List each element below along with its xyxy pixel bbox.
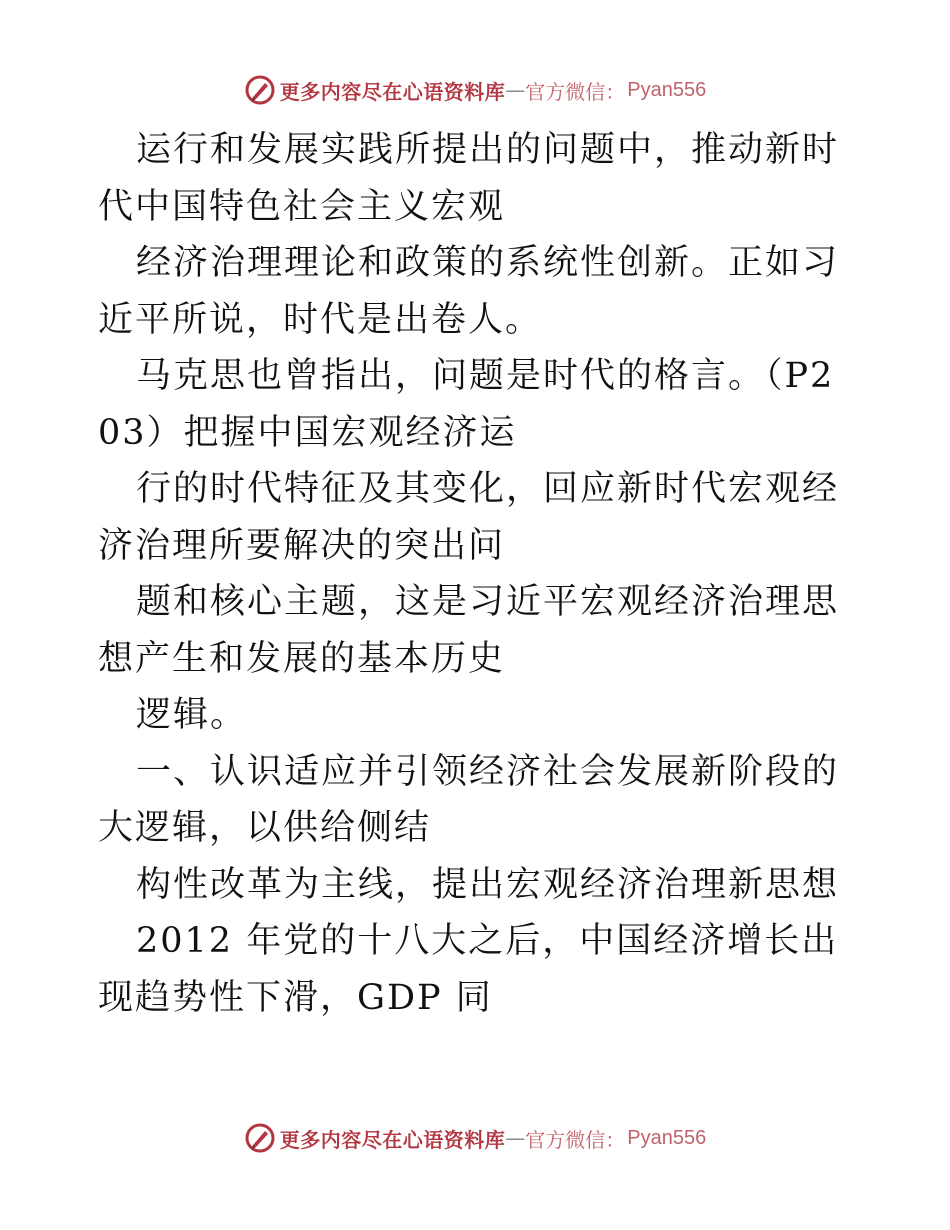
paragraph-2: 经济治理理论和政策的系统性创新。正如习近平所说，时代是出卷人。 bbox=[98, 243, 840, 340]
banner-dash: — bbox=[505, 1126, 526, 1150]
paragraph-1: 运行和发展实践所提出的问题中，推动新时代中国特色社会主义宏观 bbox=[98, 130, 840, 227]
paragraph-5: 题和核心主题，这是习近平宏观经济治理思想产生和发展的基本历史 bbox=[98, 582, 840, 679]
paragraph-6: 逻辑。 bbox=[136, 695, 248, 735]
banner-wechat-id: Pyan556 bbox=[627, 78, 707, 101]
section-heading: 一、认识适应并引领经济社会发展新阶段的大逻辑，以供给侧结 bbox=[98, 751, 840, 848]
paragraph-9: 2012 年党的十八大之后，中国经济增长出现趋势性下滑，GDP 同 bbox=[98, 921, 839, 1018]
paragraph-3: 马克思也曾指出，问题是时代的格言。（P203）把握中国宏观经济运 bbox=[98, 356, 835, 453]
paragraph-4: 行的时代特征及其变化，回应新时代宏观经济治理所要解决的突出问 bbox=[98, 469, 840, 566]
banner-dash: — bbox=[505, 78, 526, 102]
banner-wechat-id: Pyan556 bbox=[627, 1126, 707, 1149]
pen-logo-icon bbox=[244, 74, 276, 106]
banner-wechat-label: 官方微信： bbox=[525, 1127, 626, 1152]
document-body bbox=[98, 122, 858, 1026]
pen-logo-icon bbox=[244, 1122, 276, 1154]
paragraph-8: 构性改革为主线，提出宏观经济治理新思想 bbox=[136, 864, 840, 905]
footer-banner bbox=[0, 1116, 950, 1160]
header-banner bbox=[0, 68, 950, 112]
banner-title: 更多内容尽在心语资料库 bbox=[279, 79, 506, 104]
banner-title: 更多内容尽在心语资料库 bbox=[279, 1127, 506, 1152]
banner-wechat-label: 官方微信： bbox=[525, 79, 626, 104]
